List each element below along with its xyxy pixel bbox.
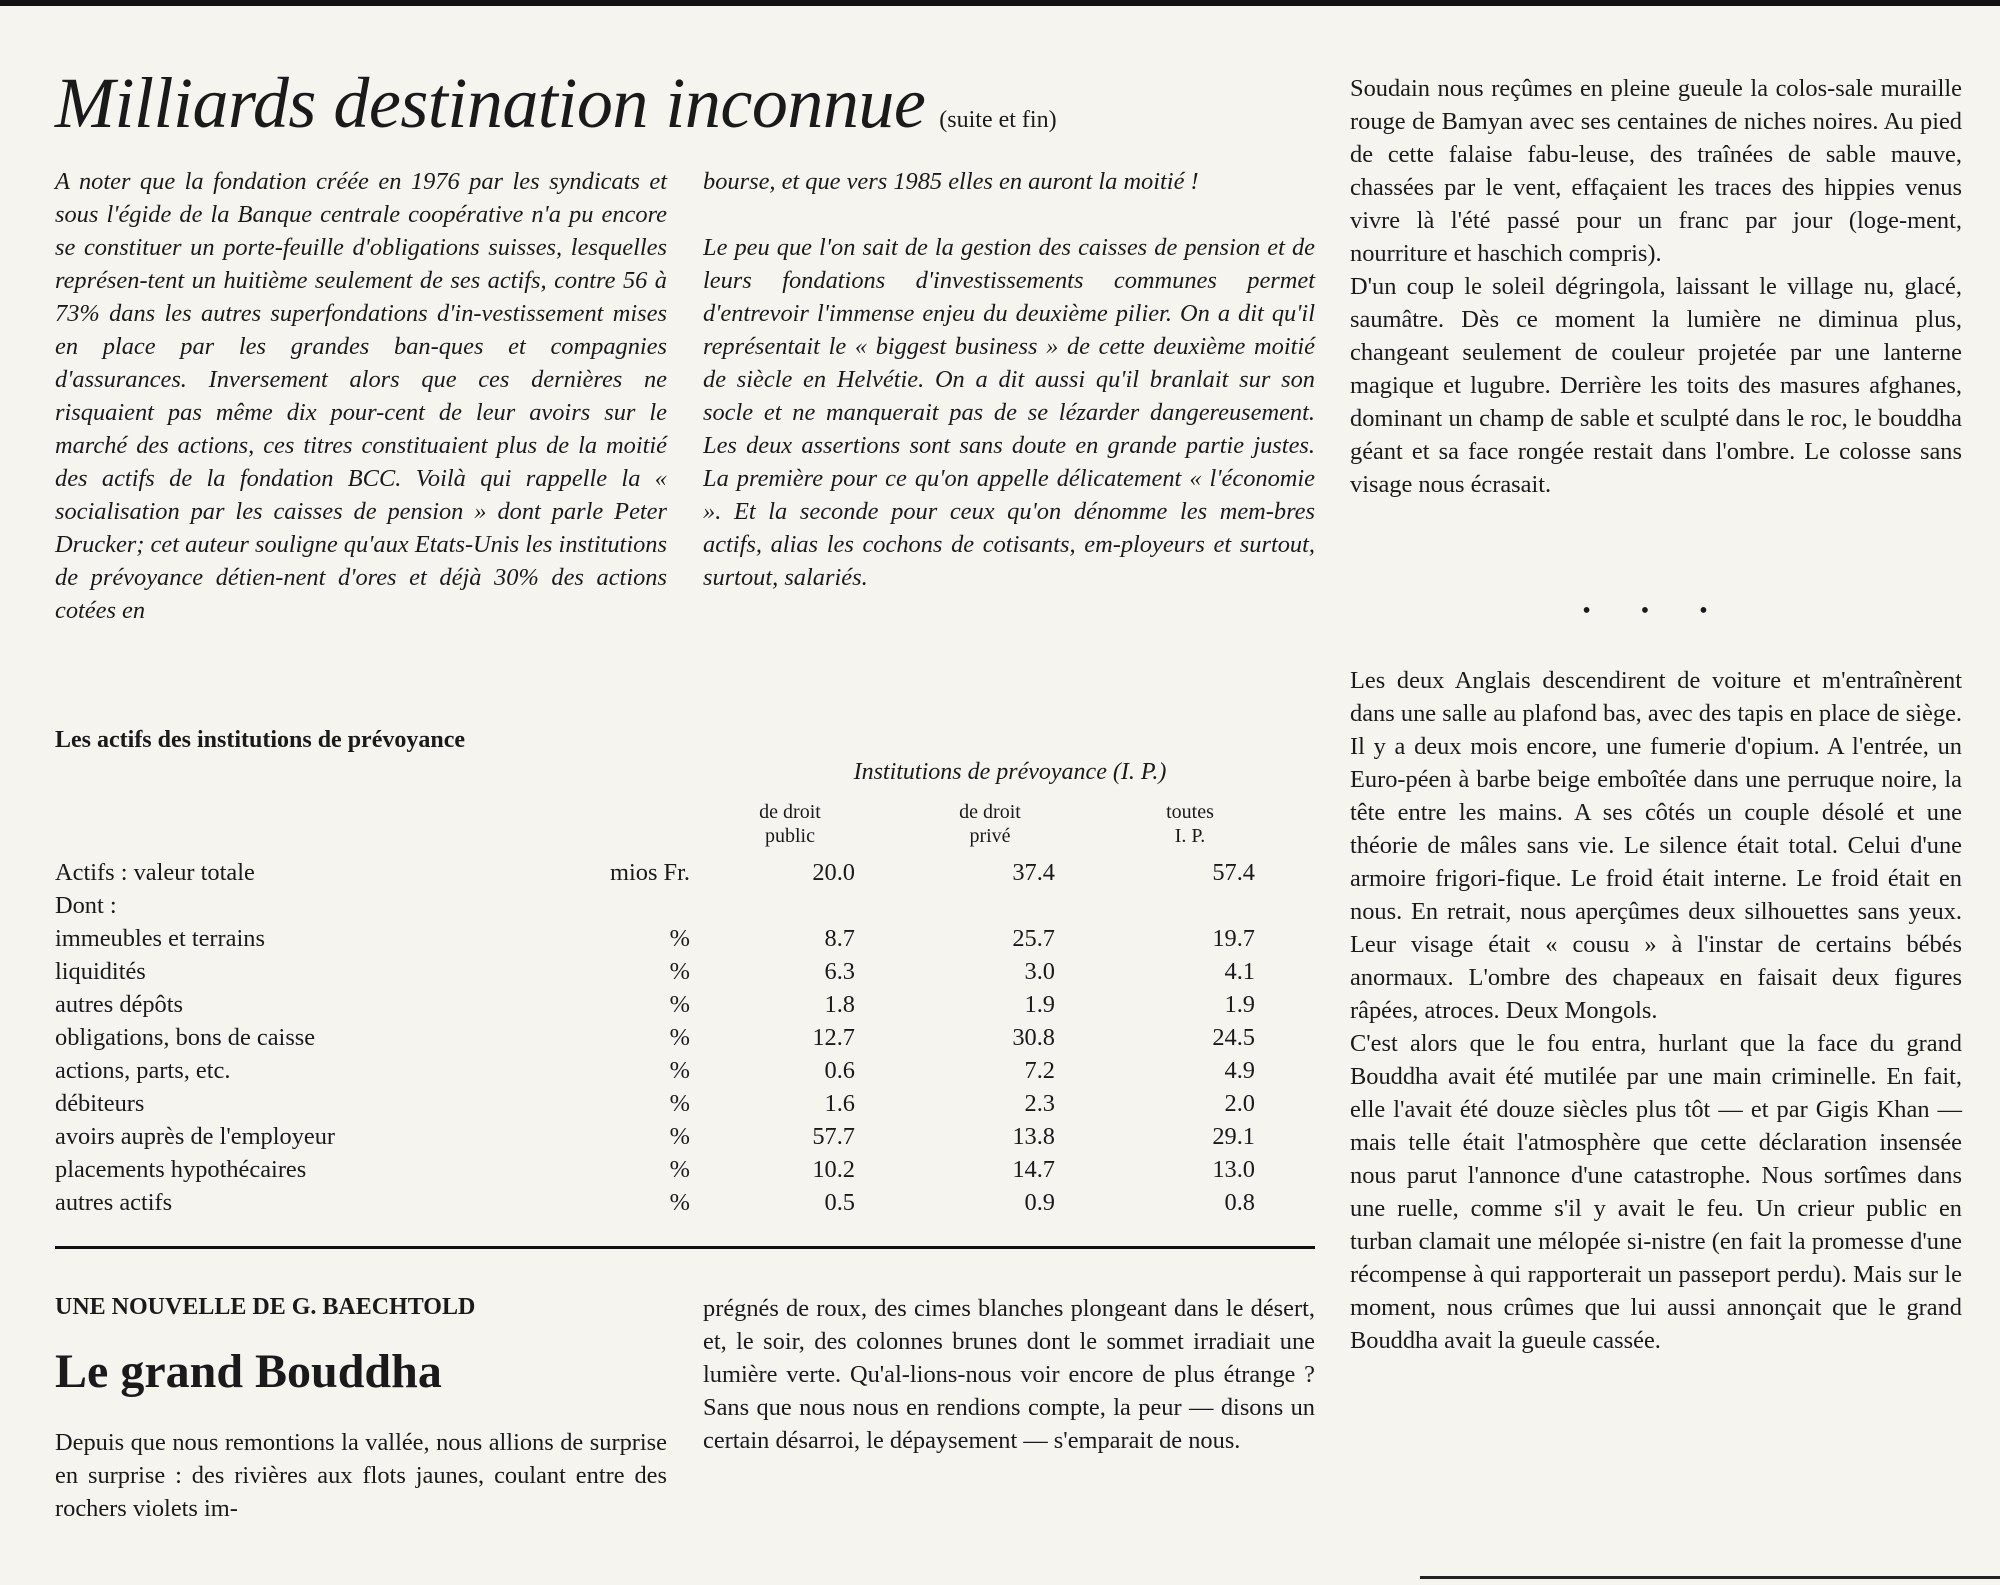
table-row-label: autres dépôts bbox=[55, 991, 184, 1018]
section-divider bbox=[55, 1246, 1315, 1249]
table-row-label: Actifs : valeur totale bbox=[55, 859, 255, 886]
table-cell-public: 20.0 bbox=[812, 859, 855, 886]
table-cell-public: 1.6 bbox=[824, 1090, 855, 1117]
table-cell-private: 7.2 bbox=[1024, 1057, 1055, 1084]
table-title: Les actifs des institutions de prévoyance bbox=[55, 727, 465, 753]
table-row bbox=[55, 925, 1255, 958]
table-row-label: liquidités bbox=[55, 958, 146, 985]
table-cell-public: 10.2 bbox=[812, 1156, 855, 1183]
table-cell-all: 19.7 bbox=[1212, 925, 1255, 952]
table-cell-private: 1.9 bbox=[1024, 991, 1055, 1018]
table-row-unit: mios Fr. bbox=[610, 859, 690, 886]
table-row-unit: % bbox=[669, 1123, 690, 1150]
table-row-label: actions, parts, etc. bbox=[55, 1057, 231, 1084]
bottom-rule bbox=[1420, 1576, 2000, 1579]
story-paragraph-1: Depuis que nous remontions la vallée, nous allions de surprise en surprise : des rivières aux flots jaunes, coulant entre des rochers violets im- bbox=[55, 1429, 667, 1522]
table-cell-all: 0.8 bbox=[1224, 1189, 1255, 1216]
article-title bbox=[55, 62, 1055, 145]
column-3-paragraph-3: Les deux Anglais descendirent de voiture et m'entraînèrent dans une salle au plafond bas, avec des tapis en place de siège. Il y a deux mois encore, une fumerie d'opium. A l'entrée, un Euro-péen à barbe beige emboîtée dans une perruque noire, la tête entre les mains. A ses côtés un couple désolé et une théorie de mâles sans vie. Le silence était total. Celui d'une armoire frigori-fique. Le froid était interne. Le froid était en nous. En retrait, nous aperçûmes deux silhouettes sans yeux. Leur visage était « cousu » à l'instar de certains bébés anormaux. L'ombre des chapeaux en faisait deux figures râpées, atroces. Deux Mongols. bbox=[1350, 667, 1962, 1024]
table-row-unit: % bbox=[669, 1090, 690, 1117]
table-cell-all: 57.4 bbox=[1212, 859, 1255, 886]
story-title: Le grand Bouddha bbox=[55, 1345, 442, 1398]
table-row bbox=[55, 1057, 1255, 1090]
table-row-label: avoirs auprès de l'employeur bbox=[55, 1123, 336, 1150]
table-row-unit: % bbox=[669, 991, 690, 1018]
table-row-unit: % bbox=[669, 1156, 690, 1183]
table-row bbox=[55, 991, 1255, 1024]
table-cell-public: 0.6 bbox=[824, 1057, 855, 1084]
table-column-header-all: toutes I. P. bbox=[1166, 801, 1214, 847]
table-cell-all: 29.1 bbox=[1212, 1123, 1255, 1150]
table-cell-private: 37.4 bbox=[1012, 859, 1055, 886]
table-row-label: autres actifs bbox=[55, 1189, 173, 1216]
table-cell-private: 3.0 bbox=[1024, 958, 1055, 985]
table-cell-all: 13.0 bbox=[1212, 1156, 1255, 1183]
table-cell-all: 2.0 bbox=[1224, 1090, 1255, 1117]
table-column-header-private: de droit privé bbox=[959, 801, 1021, 847]
table-cell-private: 14.7 bbox=[1012, 1156, 1055, 1183]
table-row bbox=[55, 1024, 1255, 1057]
story-paragraph-2: prégnés de roux, des cimes blanches plongeant dans le désert, et, le soir, des colonnes brunes dont le sommet irradiait une lumière verte. Qu'al-lions-nous voir encore de plus étrange ? Sans que nous nous en rendions compte, la peur — disons un certain désarroi, le dépaysement — s'emparait de nous. bbox=[703, 1295, 1315, 1454]
column-3-paragraph-4: C'est alors que le fou entra, hurlant que la face du grand Bouddha avait été mutilée par une main criminelle. En fait, elle l'avait été douze siècles plus tôt — et par Gigis Khan — mais telle était l'atmosphère que cette déclaration insensée nous parut l'annonce d'une catastrophe. Nous sortîmes dans une ruelle, comme s'il y avait le feu. Un crieur public en turban clamait une mélopée si-nistre (en fait la promesse d'une récompense à qui rapporterait un passeport perdu). Mais sur le moment, nous crûmes que lui aussi annonçait que le grand Bouddha avait la gueule cassée. bbox=[1350, 1030, 1962, 1354]
article-title-main: Milliards destination inconnue bbox=[55, 63, 926, 143]
table-row bbox=[55, 1156, 1255, 1189]
table-cell-all: 4.1 bbox=[1224, 958, 1255, 985]
column-2-paragraph-2: Le peu que l'on sait de la gestion des caisses de pension et de leurs fondations d'investissements communes permet d'entrevoir l'immense enjeu du deuxième pilier. On a dit qu'il représentait le « biggest business » de cette deuxième moitié de siècle en Helvétie. On a dit aussi qu'il branlait sur son socle et ne manquerait pas de se lézarder dangereusement. Les deux assertions sont sans doute en grande partie justes. La première pour ce qu'on appelle délicatement « l'économie ». Et la seconde pour ceux qu'on dénomme les mem-bres actifs, alias les cochons de cotisants, em-ployeurs et surtout, surtout, salariés. bbox=[703, 234, 1315, 591]
table-cell-private: 30.8 bbox=[1012, 1024, 1055, 1051]
table-row-unit: % bbox=[669, 1024, 690, 1051]
top-rule bbox=[0, 0, 2000, 6]
table-cell-all: 24.5 bbox=[1212, 1024, 1255, 1051]
table-row-label: obligations, bons de caisse bbox=[55, 1024, 316, 1051]
table-row-label: immeubles et terrains bbox=[55, 925, 265, 952]
column-3-paragraph-2: D'un coup le soleil dégringola, laissant le village nu, glacé, saumâtre. Dès ce moment la lumière ne diminua plus, changeant seulement de couleur projetée par une lanterne magique et lugubre. Derrière les toits des masures afghanes, dominant un champ de sable et sculpté dans le roc, le bouddha géant et sa face rongée restait dans l'ombre. Le colosse sans visage nous écrasait. bbox=[1350, 273, 1962, 498]
column-2-text bbox=[703, 165, 1315, 594]
table-cell-private: 0.9 bbox=[1024, 1189, 1055, 1216]
section-separator: • • • bbox=[1582, 598, 1730, 624]
table-cell-public: 12.7 bbox=[812, 1024, 855, 1051]
table-cell-public: 6.3 bbox=[824, 958, 855, 985]
table-column-header-public: de droit public bbox=[759, 801, 821, 847]
table-row-label: Dont : bbox=[55, 892, 117, 919]
table-cell-public: 0.5 bbox=[824, 1189, 855, 1216]
table-row-unit: % bbox=[669, 925, 690, 952]
story-kicker: UNE NOUVELLE DE G. BAECHTOLD bbox=[55, 1294, 476, 1320]
table-cell-public: 1.8 bbox=[824, 991, 855, 1018]
table-row-unit: % bbox=[669, 1057, 690, 1084]
table-cell-public: 8.7 bbox=[824, 925, 855, 952]
table-row bbox=[55, 1123, 1255, 1156]
table-row bbox=[55, 1090, 1255, 1123]
table-cell-all: 1.9 bbox=[1224, 991, 1255, 1018]
column-2-paragraph-1: bourse, et que vers 1985 elles en auront la moitié ! bbox=[703, 168, 1199, 195]
table-row bbox=[55, 958, 1255, 991]
table-row-unit: % bbox=[669, 1189, 690, 1216]
column-3-paragraph-1: Soudain nous reçûmes en pleine gueule la colos-sale muraille rouge de Bamyan avec ses centaines de niches noires. Au pied de cette falaise fabu-leuse, des traînées de sable mauve, chassées par le vent, effaçaient les traces des hippies venus vivre là l'été passé pour un franc par jour (loge-ment, nourriture et haschich compris). bbox=[1350, 75, 1962, 267]
column-3-bottom-text bbox=[1350, 664, 1962, 1357]
article-title-suffix: (suite et fin) bbox=[939, 107, 1057, 133]
table-cell-private: 13.8 bbox=[1012, 1123, 1055, 1150]
table-cell-public: 57.7 bbox=[812, 1123, 855, 1150]
column-1-text bbox=[55, 165, 667, 627]
table-row-label: placements hypothécaires bbox=[55, 1156, 307, 1183]
column-1-paragraph: A noter que la fondation créée en 1976 par les syndicats et sous l'égide de la Banque centrale coopérative n'a pu encore se constituer un porte-feuille d'obligations suisses, lesquelles représen-tent un huitième seulement de ses actifs, contre 56 à 73% dans les autres superfondations d'in-vestissement mises en place par les grandes ban-ques et compagnies d'assurances. Inversement alors que ces dernières ne risquaient pas même dix pour-cent de leur avoirs sur le marché des actions, ces titres constituaient plus de la moitié des actifs de la fondation BCC. Voilà qui rappelle la « socialisation par les caisses de pension » dont parle Peter Drucker; cet auteur souligne qu'aux Etats-Unis les institutions de prévoyance détien-nent d'ores et déjà 30% des actions cotées en bbox=[55, 168, 667, 624]
story-column-2 bbox=[703, 1292, 1315, 1457]
table-row-unit: % bbox=[669, 958, 690, 985]
table-row bbox=[55, 859, 1255, 892]
table-cell-private: 2.3 bbox=[1024, 1090, 1055, 1117]
table-cell-private: 25.7 bbox=[1012, 925, 1055, 952]
table-row bbox=[55, 892, 1225, 925]
story-column-1 bbox=[55, 1426, 667, 1525]
table-row bbox=[55, 1189, 1255, 1222]
table-row-label: débiteurs bbox=[55, 1090, 145, 1117]
table-group-header: Institutions de prévoyance (I. P.) bbox=[853, 759, 1167, 785]
column-3-top-text bbox=[1350, 72, 1962, 501]
table-cell-all: 4.9 bbox=[1224, 1057, 1255, 1084]
